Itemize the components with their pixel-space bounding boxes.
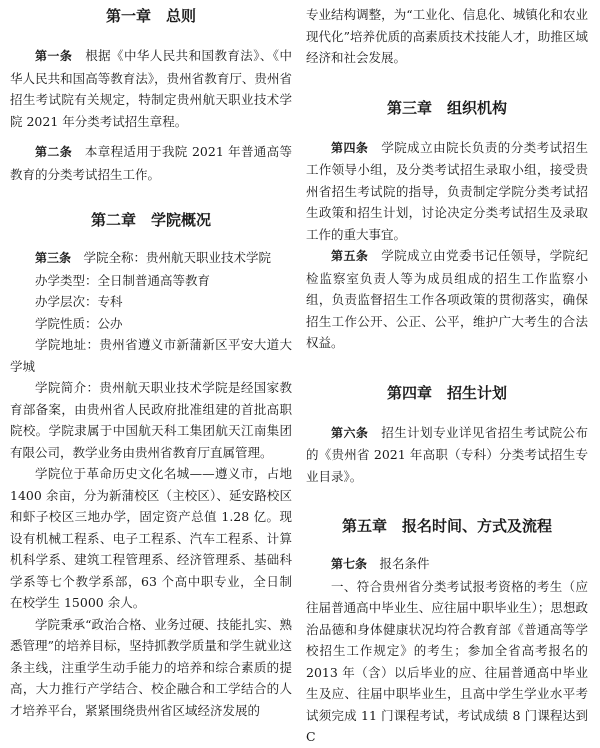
school-address: 学院地址：贵州省遵义市新蒲新区平安大道大学城: [10, 337, 292, 374]
condition-1: 一、符合贵州省分类考试报考资格的考生（应往届普通高中毕业生、应往届中职毕业生）；思想政治品德和身体健康状况均符合教育部《普通高等学校招生工作规定》的考生；参加全省高考报名的 2013 年（含）以后毕业的应、往届普通高中毕业生及应、往届中职毕业生，且高中学生学业水平考试须完成 11 门课程考试，考试成绩 8 门课程达到 C: [306, 578, 588, 744]
article-4-text: 学院成立由院长负责的分类考试招生工作领导小组，及分类考试招生录取小组，接受贵州省招生考试院的指导，负责制定学院分类考试招生政策和招生计划，讨论决定分类考试招生及录取工作的重大事宜。: [306, 139, 588, 242]
chapter-2-title: 第二章 学院概况: [90, 211, 211, 229]
right-column: [306, 0, 588, 748]
article-3-label: 第三条: [35, 251, 72, 265]
article-6: [306, 422, 588, 488]
article-2-label: 第二条: [35, 145, 73, 159]
article-2: [10, 141, 292, 185]
philosophy-continuation: 专业结构调整，为“工业化、信息化、城镇化和农业现代化”培养优质的高素质技术技能人才，助推区域经济和社会发展。: [306, 7, 588, 65]
school-intro: 学院简介：贵州航天职业技术学院是经国家教育部备案，由贵州省人民政府批准组建的首批高职院校。学院隶属于中国航天科工集团航天江南集团有限公司，教学业务由贵州省教育厅直属管理。: [10, 380, 292, 460]
article-3-text: 学院全称：贵州航天职业技术学院: [71, 250, 272, 265]
article-2-text: 本章程适用于我院 2021 年普通高等教育的分类考试招生工作。: [10, 144, 292, 182]
school-campus: 学院位于革命历史文化名城——遵义市，占地 1400 余亩，分为新蒲校区（主校区）、延安路校区和虾子校区三地办学，固定资产总值 1.28 亿。现设有机械工程系、电子工程系、汽车工程系、计算机科学系、建筑工程管理系、经济管理系、基础科学系等七个教学系部，63 个高中职专业，全日制在校学生 15000 余人。: [10, 466, 292, 610]
chapter-4-title: 第四章 招生计划: [386, 383, 507, 402]
left-column: [10, 0, 292, 721]
article-1-text: 根据《中华人民共和国教育法》、《中华人民共和国高等教育法》，贵州省教育厅、贵州省招生考试院有关规定，特制定贵州航天职业技术学院 2021 年分类考试招生章程。: [10, 48, 292, 129]
school-type: 办学类型：全日制普通高等教育: [35, 272, 211, 288]
article-1: [10, 45, 292, 132]
school-nature: 学院性质：公办: [35, 315, 123, 331]
article-6-text: 招生计划专业详见省招生考试院公布的《贵州省 2021 年高职（专科）分类考试招生专业目录》。: [306, 424, 588, 484]
school-philosophy: 学院秉承“政治合格、业务过硬、技能扎实、熟悉管理”的培养目标，坚持抓教学质量和学生就业这条主线，注重学生动手能力的培养和综合素质的提高，大力推行产学结合、校企融合和工学结合的人才培养平台，紧紧围绕贵州省区域经济发展的: [10, 616, 292, 718]
chapter-5-title: 第五章 报名时间、方式及流程: [341, 517, 552, 535]
article-7: [306, 553, 588, 576]
article-4-label: 第四条: [331, 140, 369, 155]
school-level: 办学层次：专科: [35, 294, 123, 309]
article-5: [306, 245, 588, 354]
article-6-label: 第六条: [331, 425, 369, 440]
article-3: [10, 247, 292, 270]
article-5-text: 学院成立由党委书记任领导，学院纪检监察室负责人等为成员组成的招生工作监察小组，负责监督招生工作各项政策的贯彻落实，确保招生工作公开、公正、公平，维护广大考生的合法权益。: [306, 248, 588, 350]
article-4: [306, 137, 588, 246]
chapter-3-title: 第三章 组织机构: [386, 98, 507, 117]
article-7-label: 第七条: [331, 557, 368, 571]
article-5-label: 第五条: [331, 249, 369, 263]
article-7-text: 报名条件: [367, 556, 430, 571]
article-1-label: 第一条: [35, 49, 73, 63]
chapter-1-title: 第一章 总则: [105, 7, 196, 25]
